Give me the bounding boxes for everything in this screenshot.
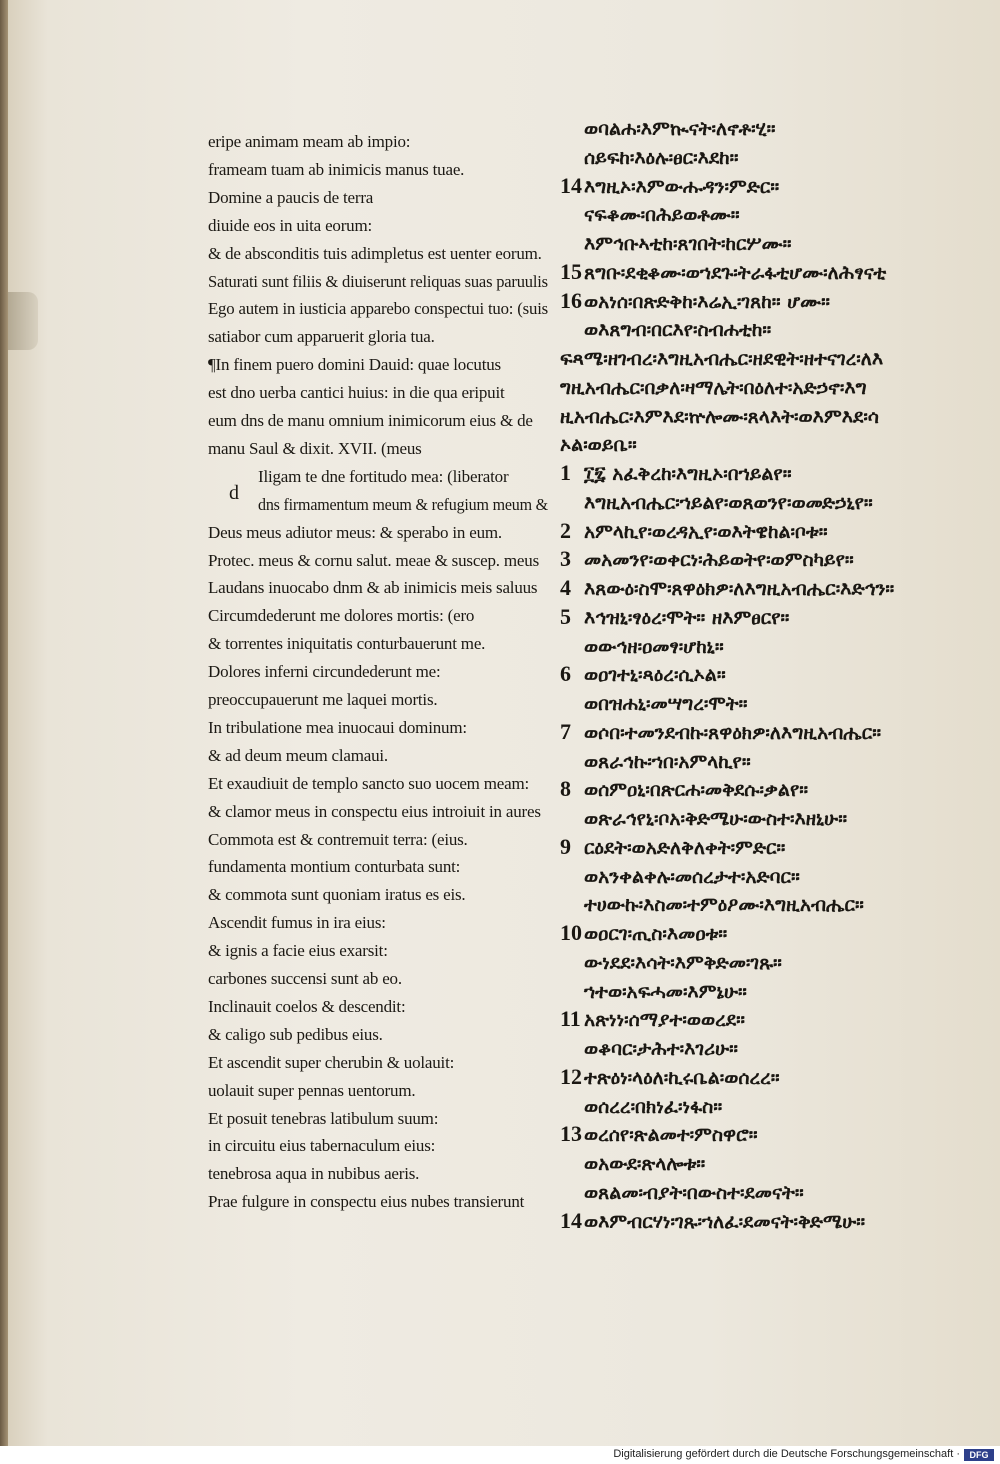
latin-line: ¶In finem puero domini Dauid: quae locutus bbox=[208, 355, 501, 375]
latin-line: carbones succensi sunt ab eo. bbox=[208, 969, 402, 988]
ethiopic-line: ወጸልመ፡ብያት፡በውስተ፡ደመናት። bbox=[584, 1181, 804, 1204]
ethiopic-line: ጸግቡ፡ደቂቆሙ፡ወኀደጉ፡ትራፋቲሆሙ፡ለሕፃናቲ bbox=[584, 261, 887, 284]
latin-line: Saturati sunt filiis & diuiserunt reliquas suas paruulis bbox=[208, 271, 548, 291]
verse-number: 11 bbox=[560, 1006, 581, 1032]
ethiopic-line: ወእጸግብ፡በርእየ፡ስብሐቲከ። bbox=[584, 319, 772, 342]
latin-line: satiabor cum apparuerit gloria tua. bbox=[208, 327, 435, 347]
verse-number: 4 bbox=[560, 575, 571, 600]
latin-line: Dolores inferni circundederunt me: bbox=[208, 662, 441, 682]
latin-line: manu Saul & dixit. XVII. (meus bbox=[208, 438, 422, 458]
latin-line: fundamenta montium conturbata sunt: bbox=[208, 857, 461, 877]
ethiopic-line: ወአንቀልቀሉ፡መሰረታተ፡አድባር። bbox=[584, 865, 800, 888]
ethiopic-line: ፍጻሜ፡ዘገብረ፡እግዚአብሔር፡ዘደዊት፡ዘተናገረ፡ለእ bbox=[560, 348, 884, 370]
verse-number: 3 bbox=[560, 546, 571, 572]
verse-number: 5 bbox=[560, 603, 571, 629]
latin-line: eripe animam meam ab impio: bbox=[208, 132, 411, 151]
latin-line: dns firmamentum meum & refugium meum & bbox=[258, 494, 548, 514]
ethiopic-line: ወዐርገ፡ጢስ፡እመዐቱ። bbox=[584, 923, 728, 945]
ethiopic-line: ሰይፍከ፡እዕሉ፡ፀር፡እደከ። bbox=[584, 146, 739, 169]
latin-line: & caligo sub pedibus eius. bbox=[208, 1024, 383, 1044]
latin-line: uolauit super pennas uentorum. bbox=[208, 1080, 416, 1100]
latin-line: & de absconditis tuis adimpletus est uenter eorum. bbox=[208, 243, 542, 263]
latin-line: Et exaudiuit de templo sancto suo uocem meam: bbox=[208, 773, 529, 793]
latin-line: In tribulatione mea inuocaui dominum: bbox=[208, 717, 467, 737]
ethiopic-line: ግዚአብሔር፡በቃለ፡ዛማሌት፡በዕለተ፡አድኃኖ፡እግ bbox=[560, 376, 867, 399]
page-tab bbox=[8, 292, 38, 350]
verse-number: 15 bbox=[560, 258, 582, 284]
ethiopic-line: እግዚአብሔር፡ኀይልየ፡ወጸወንየ፡ወመድኃኒየ። bbox=[584, 491, 873, 514]
ethiopic-line: መአመንየ፡ወቀርነ፡ሕይወትየ፡ወምስካይየ። bbox=[584, 549, 854, 572]
ethiopic-line: ወበዝሐኒ፡መሣግረ፡ሞት። bbox=[584, 693, 748, 715]
ethiopic-line: ወዐገተኒ፡ጻዕረ፡ሲኦል። bbox=[584, 664, 726, 687]
latin-line: & ignis a facie eius exarsit: bbox=[208, 941, 388, 961]
ethiopic-line: ወቆባር፡ታሕተ፡እገሪሁ። bbox=[584, 1038, 739, 1060]
ethiopic-line: አጽነነ፡ሰማያተ፡ወወረደ። bbox=[584, 1009, 745, 1032]
ethiopic-line: ውነደደ፡እሳት፡እምቅድመ፡ገጹ። bbox=[584, 951, 782, 974]
latin-line: eum dns de manu omnium inimicorum eius & de bbox=[208, 411, 533, 430]
latin-line: preoccupauerunt me laquei mortis. bbox=[208, 690, 438, 709]
latin-line: in circuitu eius tabernaculum eius: bbox=[208, 1136, 436, 1156]
verse-number: 13 bbox=[560, 1121, 582, 1147]
latin-line: Circumdederunt me dolores mortis: (ero bbox=[208, 606, 475, 626]
verse-number: 2 bbox=[560, 517, 571, 543]
latin-line: Commota est & contremuit terra: (eius. bbox=[208, 829, 468, 849]
ethiopic-line: ወጽራኅየኒ፡ቦአ፡ቅድሜሁ፡ውስተ፡እዘኒሁ። bbox=[584, 808, 848, 830]
ethiopic-line: ወውኅዘ፡ዐመፃ፡ሆከኒ። bbox=[584, 635, 724, 658]
verse-number: 9 bbox=[560, 833, 571, 859]
drop-initial: d bbox=[229, 482, 239, 504]
ethiopic-line: ኀተወ፡አፍሓመ፡እምኔሁ። bbox=[584, 980, 747, 1003]
latin-line: Iligam te dne fortitudo mea: (liberator bbox=[258, 466, 509, 486]
ethiopic-line: ወእምብርሃነ፡ገጹ፡ኀለፈ፡ደመናት፡ቅድሜሁ። bbox=[584, 1210, 866, 1233]
ethiopic-line: ወጸራኅኩ፡ኀበ፡አምላኪየ። bbox=[584, 750, 751, 773]
verse-number: 1 bbox=[560, 460, 571, 485]
footer-bar bbox=[0, 1446, 1000, 1464]
ethiopic-line: ወአነሰ፡በጽድቅከ፡እሬኢ፡ገጸከ። ሆሙ። bbox=[584, 290, 831, 313]
ethiopic-line: እጸውዕ፡ስሞ፡ጸዋዕክዎ፡ለእግዚአብሔር፡እድኅን። bbox=[584, 578, 895, 600]
latin-line: Inclinauit coelos & descendit: bbox=[208, 996, 406, 1016]
ethiopic-line: ተጽዕነ፡ላዕለ፡ኪሩቤል፡ወሰረረ። bbox=[584, 1066, 780, 1089]
ethiopic-line: ፲፯ አፈቅረከ፡እግዚኦ፡በኀይልየ። bbox=[584, 463, 792, 485]
ethiopic-line: ወሶበ፡ተመንደብኩ፡ጸዋዕክዎ፡ለእግዚአብሔር። bbox=[584, 721, 882, 744]
footer-credit: Digitalisierung gefördert durch die Deutsche Forschungsgemeinschaft · bbox=[613, 1448, 960, 1460]
ethiopic-line: ኦል፡ወይቤ። bbox=[560, 434, 637, 457]
ethiopic-line: ርዕደት፡ወአድለቅለቀት፡ምድር። bbox=[584, 836, 786, 859]
ethiopic-line: እኅዝኒ፡ፃዕረ፡ሞት። ዘእምፀርየ። bbox=[584, 606, 790, 629]
ethiopic-line: ወሰረረ፡በክነፈ፡ነፋስ። bbox=[584, 1095, 723, 1118]
latin-line: & torrentes iniquitatis conturbauerunt me. bbox=[208, 634, 486, 654]
ethiopic-line: ዚአብሔር፡እምእደ፡ኵሎሙ፡ጸላእት፡ወእምእደ፡ሳ bbox=[560, 405, 879, 428]
ethiopic-line: እግዚኦ፡እምውሑዳን፡ምድር። bbox=[584, 175, 780, 198]
latin-line: Deus meus adiutor meus: & sperabo in eum. bbox=[208, 522, 502, 542]
verse-number: 10 bbox=[560, 920, 582, 945]
ethiopic-line: ወአውደ፡ጽላሎቱ። bbox=[584, 1153, 706, 1175]
latin-line: diuide eos in uita eorum: bbox=[208, 215, 373, 235]
ethiopic-line: ናፍቆሙ፡በሕይወቶሙ። bbox=[584, 204, 740, 227]
latin-line: & clamor meus in conspectu eius introiuit in aures bbox=[208, 801, 541, 821]
latin-line: est dno uerba cantici huius: in die qua eripuit bbox=[208, 383, 505, 403]
latin-line: tenebrosa aqua in nubibus aeris. bbox=[208, 1164, 420, 1184]
ethiopic-line: ወረሰየ፡ጽልመተ፡ምስዋሮ። bbox=[584, 1124, 758, 1147]
latin-line: Et posuit tenebras latibulum suum: bbox=[208, 1108, 439, 1128]
latin-line: Ego autem in iusticia apparebo conspectui tuo: (suis bbox=[208, 299, 549, 319]
ethiopic-line: እምኅቡኣቲከ፡ጸገበት፡ከርሦሙ። bbox=[584, 233, 792, 255]
verse-number: 8 bbox=[560, 776, 571, 802]
ethiopic-line: አምላኪየ፡ወረዳኢየ፡ወእትዌከል፡ቦቱ። bbox=[584, 520, 828, 543]
ethiopic-line: ተሀውኩ፡እስመ፡ተምዕዖሙ፡እግዚአብሔር። bbox=[584, 894, 864, 917]
latin-line: Et ascendit super cherubin & uolauit: bbox=[208, 1052, 455, 1072]
latin-line: Laudans inuocabo dnm & ab inimicis meis saluus bbox=[208, 578, 538, 598]
ethiopic-line: ወሰምዐኒ፡በጽርሐ፡መቅደሱ፡ቃልየ። bbox=[584, 779, 809, 802]
latin-line: Domine a paucis de terra bbox=[208, 187, 374, 207]
latin-line: Ascendit fumus in ira eius: bbox=[208, 913, 386, 933]
latin-line: & ad deum meum clamaui. bbox=[208, 745, 388, 765]
latin-line: Protec. meus & cornu salut. meae & suscep. meus bbox=[208, 550, 539, 570]
verse-number: 7 bbox=[560, 718, 571, 744]
ethiopic-line: ወባልሐ፡እምኲናት፡ለኖቶ፡ሂ። bbox=[584, 118, 776, 140]
verse-number: 14 bbox=[560, 1207, 582, 1233]
verse-number: 12 bbox=[560, 1063, 582, 1089]
verse-number: 6 bbox=[560, 661, 571, 687]
latin-line: & commota sunt quoniam iratus es eis. bbox=[208, 885, 466, 905]
dfg-logo: DFG bbox=[964, 1449, 994, 1461]
latin-line: frameam tuam ab inimicis manus tuae. bbox=[208, 159, 465, 179]
latin-line: Prae fulgure in conspectu eius nubes transierunt bbox=[208, 1192, 525, 1212]
verse-number: 14 bbox=[560, 172, 582, 198]
verse-number: 16 bbox=[560, 287, 582, 313]
